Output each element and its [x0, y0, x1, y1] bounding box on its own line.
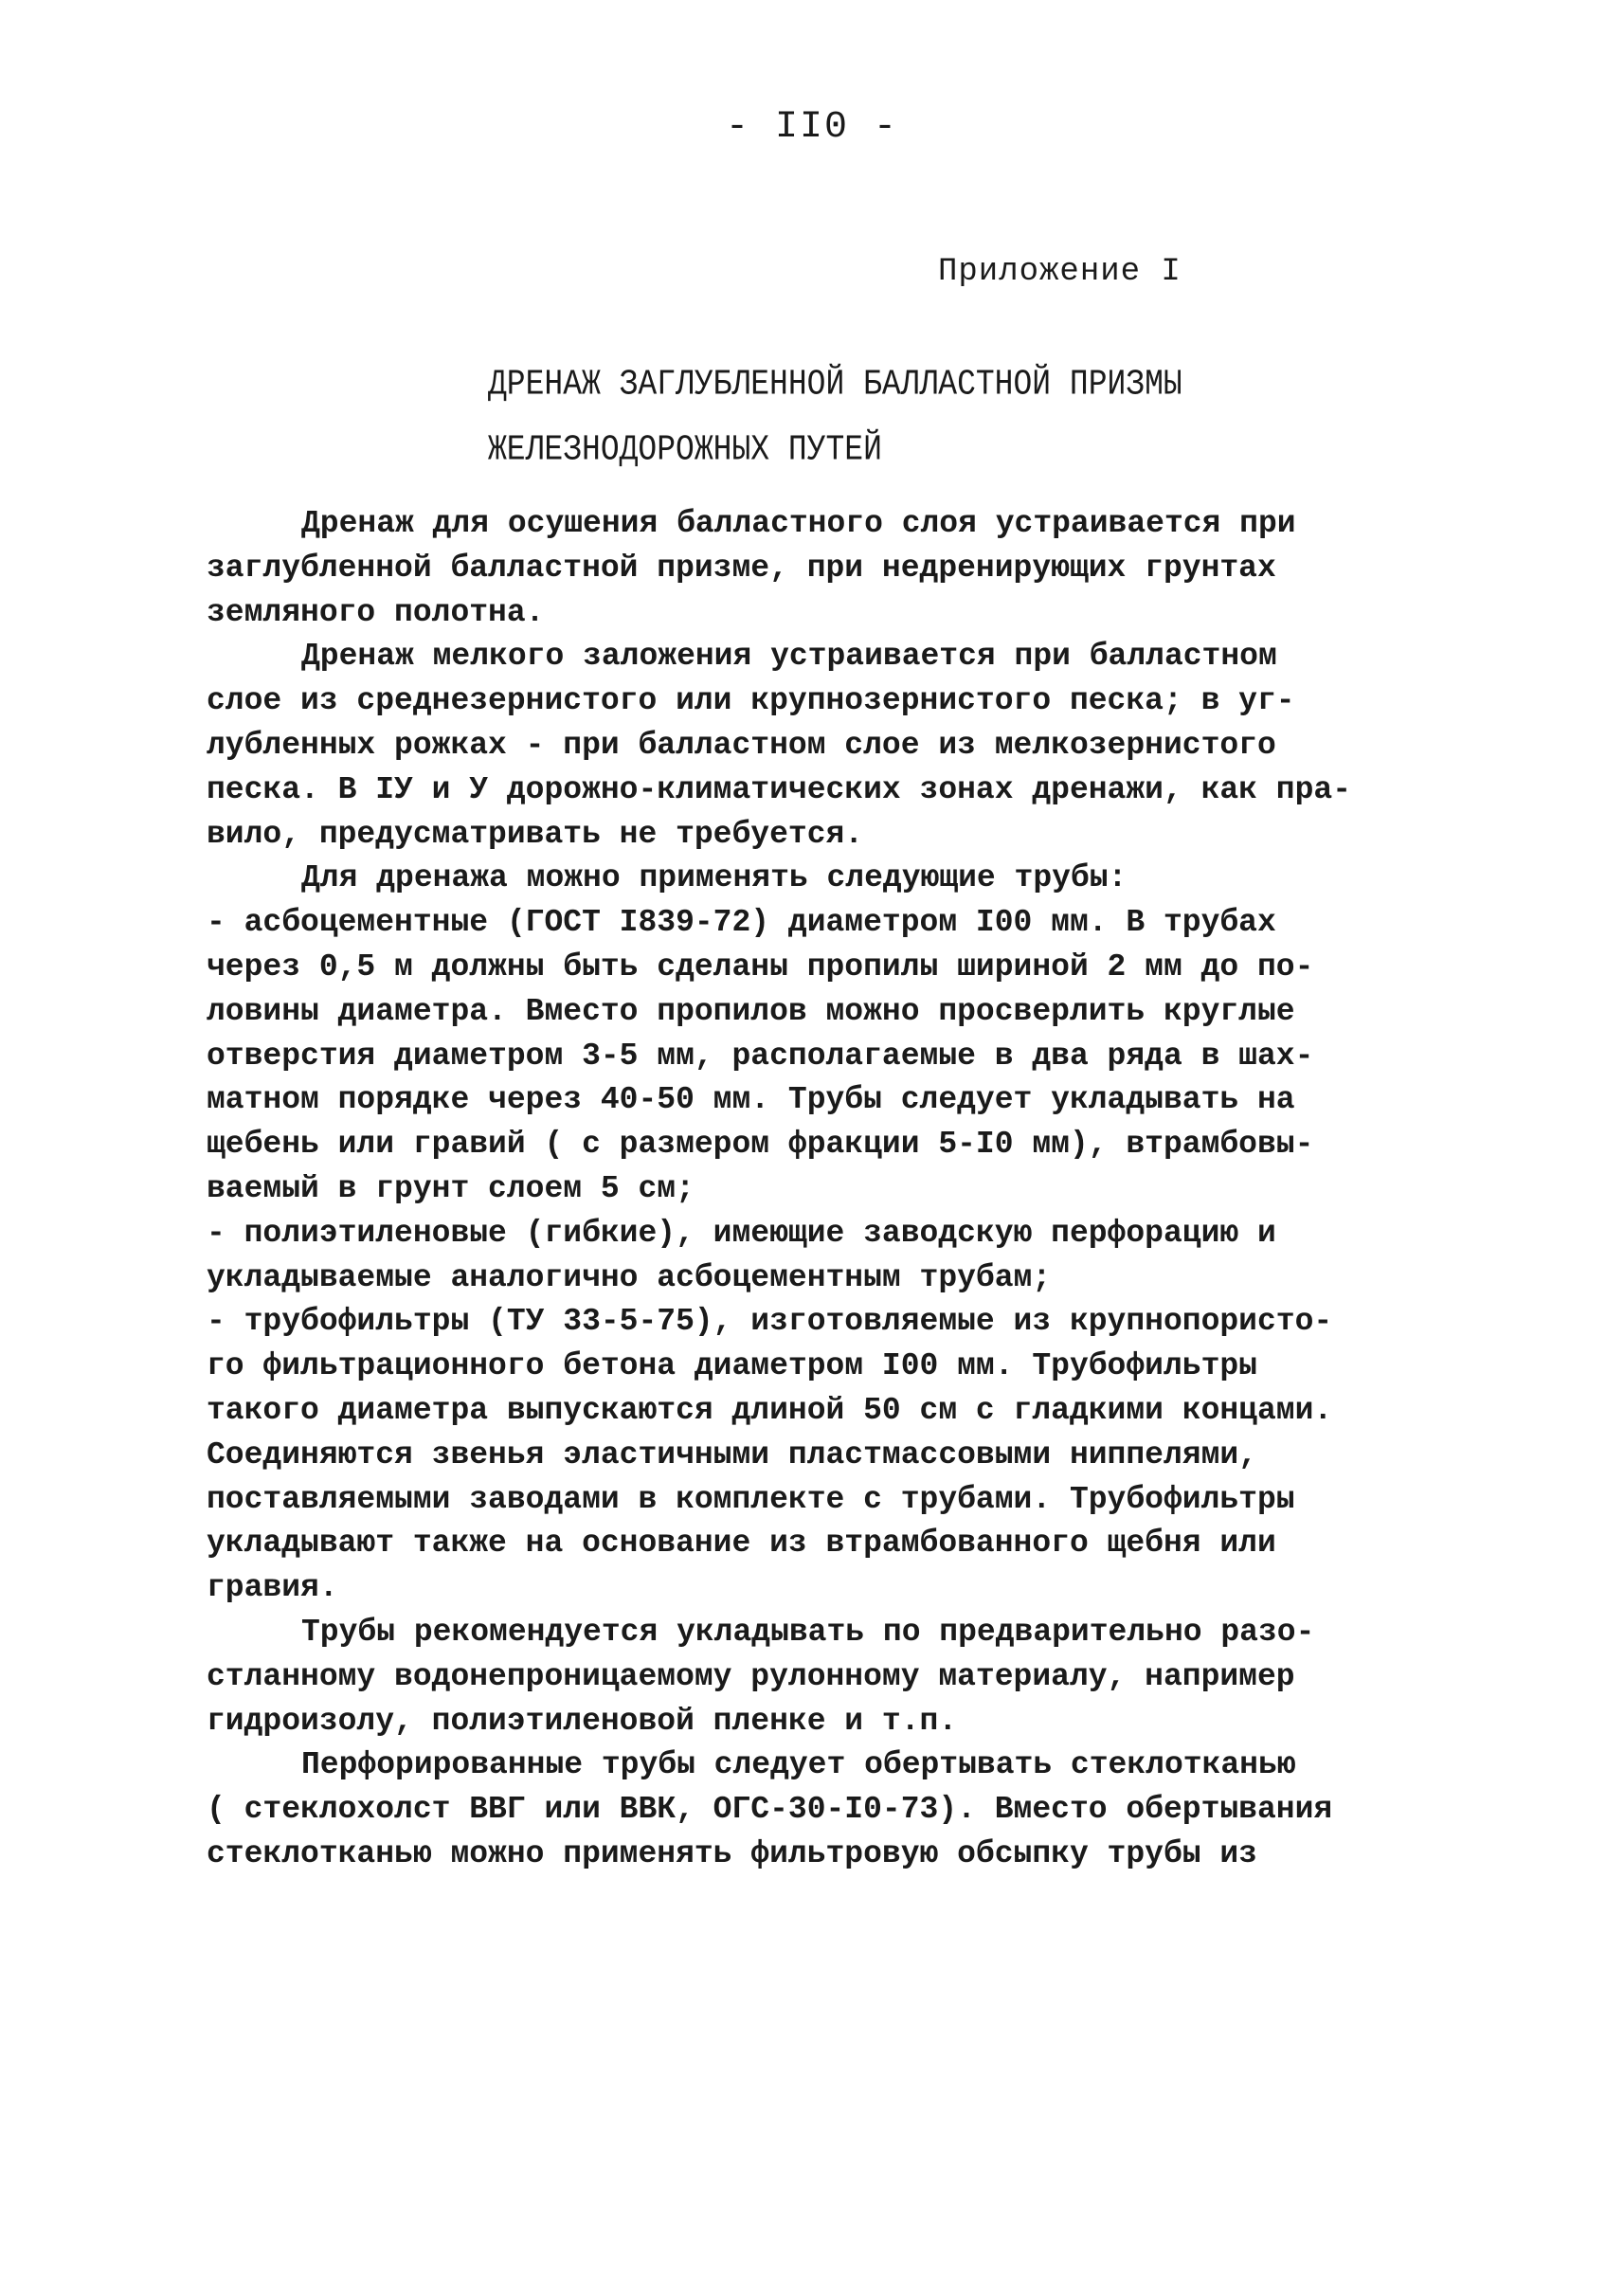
text-line: Соединяются звенья эластичными пластмассовыми ниппелями,: [207, 1436, 1257, 1472]
text-line: через 0,5 м должны быть сделаны пропилы шириной 2 мм до по-: [207, 948, 1314, 984]
text-line: Для дренажа можно применять следующие трубы:: [301, 860, 1128, 896]
text-line: щебень или гравий ( с размером фракции 5-I0 мм), втрамбовы-: [207, 1127, 1314, 1163]
text-line: гравия.: [207, 1570, 338, 1606]
text-line: земляного полотна.: [207, 594, 545, 630]
text-line: Дренаж для осушения балластного слоя устраивается при: [301, 506, 1296, 541]
text-line: укладывают также на основание из втрамбованного щебня или: [207, 1526, 1276, 1562]
text-line: поставляемыми заводами в комплекте с трубами. Трубофильтры: [207, 1481, 1295, 1517]
text-line: Трубы рекомендуется укладывать по предварительно разо-: [301, 1614, 1315, 1650]
title-line-1: ДРЕНАЖ ЗАГЛУБЛЕННОЙ БАЛЛАСТНОЙ ПРИЗМЫ: [488, 364, 1182, 406]
text-line: го фильтрационного бетона диаметром I00 мм. Трубофильтры: [207, 1348, 1257, 1384]
text-line: Дренаж мелкого заложения устраивается при балластном: [301, 639, 1277, 675]
text-line: отверстия диаметром 3-5 мм, располагаемые в два ряда в шах-: [207, 1038, 1314, 1074]
section-title: [488, 352, 1182, 483]
text-line: - полиэтиленовые (гибкие), имеющие заводскую перфорацию и: [207, 1215, 1276, 1251]
title-line-2: ЖЕЛЕЗНОДОРОЖНЫХ ПУТЕЙ: [488, 429, 882, 471]
appendix-label: Приложение I: [938, 254, 1182, 290]
text-line: слое из среднезернистого или крупнозернистого песка; в уг-: [207, 683, 1295, 719]
text-line: ловины диаметра. Вместо пропилов можно просверлить круглые: [207, 993, 1295, 1029]
page-number: - II0 -: [725, 106, 899, 149]
text-line: песка. В IУ и У дорожно-климатических зонах дренажи, как пра-: [207, 771, 1351, 807]
text-line: - трубофильтры (ТУ 33-5-75), изготовляемые из крупнопористо-: [207, 1304, 1333, 1340]
text-line: ваемый в грунт слоем 5 см;: [207, 1170, 695, 1206]
text-line: матном порядке через 40-50 мм. Трубы следует укладывать на: [207, 1082, 1295, 1118]
text-line: заглубленной балластной призме, при недренирующих грунтах: [207, 550, 1276, 586]
text-line: такого диаметра выпускаются длиной 50 см с гладкими концами.: [207, 1392, 1333, 1428]
text-line: укладываемые аналогично асбоцементным трубам;: [207, 1259, 1052, 1295]
body-text: [207, 502, 1467, 1877]
text-line: Перфорированные трубы следует обертывать стеклотканью: [301, 1747, 1296, 1783]
text-line: вило, предусматривать не требуется.: [207, 816, 864, 852]
text-line: - асбоцементные (ГОСТ I839-72) диаметром I00 мм. В трубах: [207, 905, 1276, 941]
text-line: гидроизолу, полиэтиленовой пленке и т.п.: [207, 1703, 958, 1739]
text-line: стланному водонепроницаемому рулонному материалу, например: [207, 1658, 1295, 1694]
text-line: стеклотканью можно применять фильтровую обсыпку трубы из: [207, 1835, 1257, 1871]
text-line: ( стеклохолст ВВГ или ВВК, ОГС-30-I0-73). Вместо обертывания: [207, 1792, 1333, 1828]
text-line: лубленных рожках - при балластном слое из мелкозернистого: [207, 727, 1276, 763]
